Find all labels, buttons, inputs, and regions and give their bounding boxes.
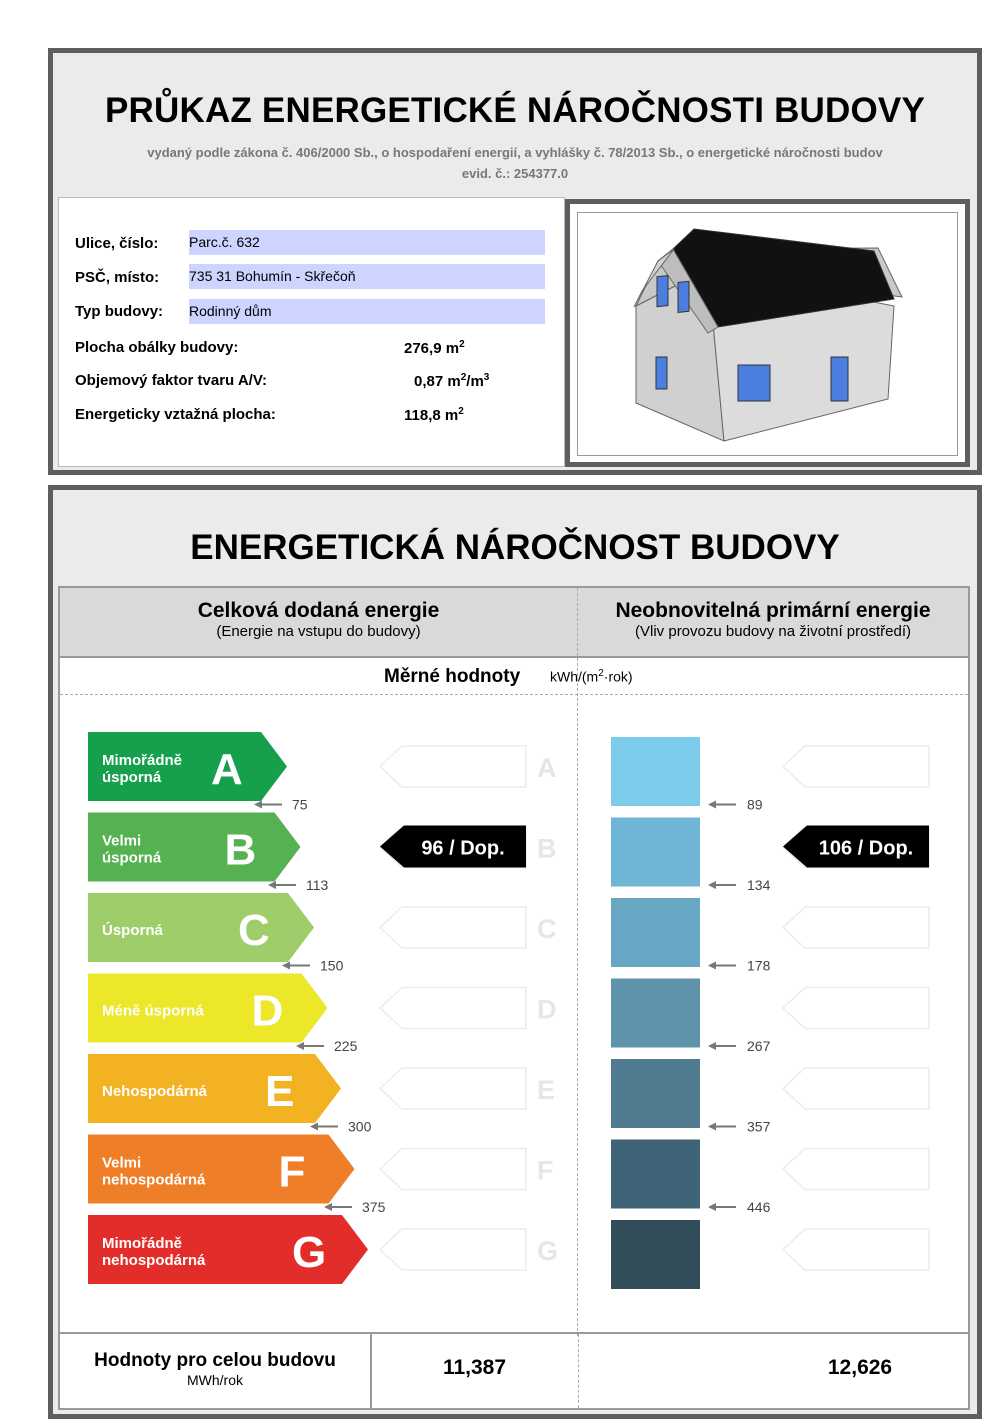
class-label2-G: nehospodárná bbox=[102, 1252, 206, 1269]
evidence-number: evid. č.: 254377.0 bbox=[461, 166, 569, 181]
document-subtitle: vydaný podle zákona č. 406/2000 Sb., o hospodaření energií, a vyhlášky č. 78/2013 Sb., o energetické náročnosti budov bbox=[147, 145, 883, 160]
unit-label: kWh/$(m^2\cdot rok)$ bbox=[550, 668, 633, 685]
primary-threshold-arrow bbox=[708, 1203, 716, 1211]
delivered-threshold-arrow bbox=[268, 881, 276, 889]
delivered-slot-letter-F: F bbox=[537, 1155, 554, 1186]
document-title: PRŮKAZ ENERGETICKÉ NÁROČNOSTI BUDOVY bbox=[104, 91, 926, 130]
primary-bar-F bbox=[611, 1140, 700, 1209]
class-label2-B: úsporná bbox=[102, 849, 162, 867]
delivered-threshold-value: 300 bbox=[348, 1118, 372, 1135]
specific-values-label: Měrné hodnoty bbox=[384, 666, 521, 687]
class-letter-B: B bbox=[224, 825, 257, 875]
delivered-slot-letter-G: G bbox=[537, 1236, 559, 1266]
building-illustration bbox=[577, 212, 958, 456]
primary-threshold-arrow bbox=[708, 881, 716, 889]
footer-divider bbox=[578, 1334, 579, 1408]
primary-threshold-value: 446 bbox=[747, 1199, 771, 1215]
delivered-slot-letter-B: B bbox=[537, 833, 557, 864]
envelope-area-value: 276,9 $m^2$ bbox=[404, 339, 465, 357]
delivered-threshold-arrow bbox=[254, 801, 262, 809]
delivered-slot-A bbox=[380, 746, 526, 787]
class-letter-D: D bbox=[251, 986, 284, 1036]
primary-threshold-arrow bbox=[708, 1042, 716, 1050]
primary-bar-E bbox=[611, 1059, 700, 1128]
primary-rating-marker-text: 106 / Dop. bbox=[818, 837, 914, 860]
primary-slot-C bbox=[783, 907, 929, 948]
class-label2-A: úsporná bbox=[102, 769, 162, 786]
class-label-D: Méně úsporná bbox=[102, 1002, 204, 1020]
class-label-E: Nehospodárná bbox=[102, 1083, 208, 1100]
class-letter-A: A bbox=[211, 745, 243, 794]
delivered-slot-G bbox=[380, 1229, 526, 1270]
primary-bar-D bbox=[611, 979, 700, 1048]
street-label: Ulice, číslo: bbox=[75, 235, 159, 252]
class-label-G: Mimořádně bbox=[102, 1235, 183, 1252]
building-type-value: Rodinný dům bbox=[189, 299, 545, 324]
primary-slot-A bbox=[783, 746, 929, 787]
delivered-rating-marker-text: 96 / Dop. bbox=[421, 837, 505, 860]
class-letter-C: C bbox=[238, 906, 270, 955]
street-value: Parc.č. 632 bbox=[189, 230, 545, 255]
building-image-frame bbox=[565, 199, 970, 467]
delivered-threshold-value: 375 bbox=[362, 1199, 386, 1215]
class-label-B: Velmi bbox=[102, 832, 142, 850]
psc-label: PSČ, místo: bbox=[75, 269, 160, 286]
psc-value: 735 31 Bohumín - Skřečoň bbox=[189, 264, 545, 289]
class-label-A: Mimořádně bbox=[102, 752, 183, 769]
table-header bbox=[60, 588, 968, 658]
class-label2-F: nehospodárná bbox=[102, 1171, 206, 1189]
delivered-threshold-value: 75 bbox=[292, 796, 308, 813]
primary-threshold-value: 89 bbox=[747, 796, 763, 813]
class-letter-G: G bbox=[292, 1228, 327, 1277]
delivered-slot-letter-E: E bbox=[537, 1075, 556, 1105]
delivered-slot-D bbox=[380, 988, 526, 1029]
delivered-slot-C bbox=[380, 907, 526, 948]
class-letter-F: F bbox=[278, 1147, 306, 1197]
primary-threshold-arrow bbox=[708, 1123, 716, 1131]
shape-factor-value: 0,87 $m^2/m^3$ bbox=[414, 372, 490, 390]
primary-threshold-arrow bbox=[708, 801, 716, 809]
delivered-energy-header: Celková dodaná energie (Energie na vstupu do budovy) bbox=[197, 599, 440, 640]
envelope-area-label: Plocha obálky budovy: bbox=[75, 339, 239, 356]
primary-slot-G bbox=[783, 1229, 929, 1270]
whole-building-unit: MWh/rok bbox=[187, 1372, 243, 1388]
building-info-box bbox=[58, 197, 565, 467]
whole-building-label-cell bbox=[60, 1334, 372, 1408]
delivered-slot-letter-A: A bbox=[537, 753, 557, 783]
house-illustration-icon bbox=[578, 213, 957, 455]
delivered-threshold-arrow bbox=[310, 1123, 318, 1131]
primary-slot-D bbox=[783, 988, 929, 1029]
delivered-slot-F bbox=[380, 1149, 526, 1190]
whole-building-label: Hodnoty pro celou budovu bbox=[94, 1350, 336, 1371]
primary-bar-B bbox=[611, 818, 700, 887]
primary-threshold-value: 134 bbox=[747, 877, 771, 893]
class-label-F: Velmi bbox=[102, 1154, 142, 1172]
energy-rating-table bbox=[58, 586, 970, 1410]
delivered-slot-letter-D: D bbox=[537, 994, 557, 1025]
delivered-threshold-value: 113 bbox=[306, 877, 329, 893]
primary-threshold-value: 357 bbox=[747, 1118, 771, 1135]
energy-scale-graphic bbox=[60, 695, 968, 1335]
unit-row bbox=[60, 658, 968, 695]
primary-bar-A bbox=[611, 737, 700, 806]
building-type-label: Typ budovy: bbox=[75, 303, 164, 320]
reference-area-label: Energeticky vztažná plocha: bbox=[75, 406, 276, 423]
primary-slot-F bbox=[783, 1149, 929, 1190]
delivered-threshold-value: 150 bbox=[320, 957, 344, 974]
primary-bar-C bbox=[611, 898, 700, 967]
primary-slot-E bbox=[783, 1068, 929, 1109]
primary-threshold-value: 267 bbox=[747, 1038, 771, 1054]
energy-section-title: ENERGETICKÁ NÁROČNOST BUDOVY bbox=[190, 528, 840, 567]
delivered-threshold-arrow bbox=[324, 1203, 332, 1211]
class-label-C: Úsporná bbox=[102, 922, 163, 939]
primary-energy-header: Neobnovitelná primární energie (Vliv provozu budovy na životní prostředí) bbox=[615, 599, 931, 640]
delivered-threshold-arrow bbox=[296, 1042, 304, 1050]
primary-threshold-arrow bbox=[708, 962, 716, 970]
delivered-slot-E bbox=[380, 1068, 526, 1109]
table-footer bbox=[60, 1332, 968, 1410]
shape-factor-label: Objemový faktor tvaru A/V: bbox=[75, 372, 267, 389]
total-delivered-energy: 11,387 bbox=[442, 1356, 507, 1379]
primary-threshold-value: 178 bbox=[747, 957, 771, 974]
total-primary-energy: 12,626 bbox=[827, 1356, 893, 1379]
delivered-threshold-value: 225 bbox=[334, 1038, 358, 1054]
primary-bar-G bbox=[611, 1220, 700, 1289]
class-letter-E: E bbox=[265, 1067, 295, 1116]
delivered-slot-letter-C: C bbox=[537, 914, 557, 944]
delivered-threshold-arrow bbox=[282, 962, 290, 970]
reference-area-value: 118,8 $m^2$ bbox=[404, 406, 464, 424]
